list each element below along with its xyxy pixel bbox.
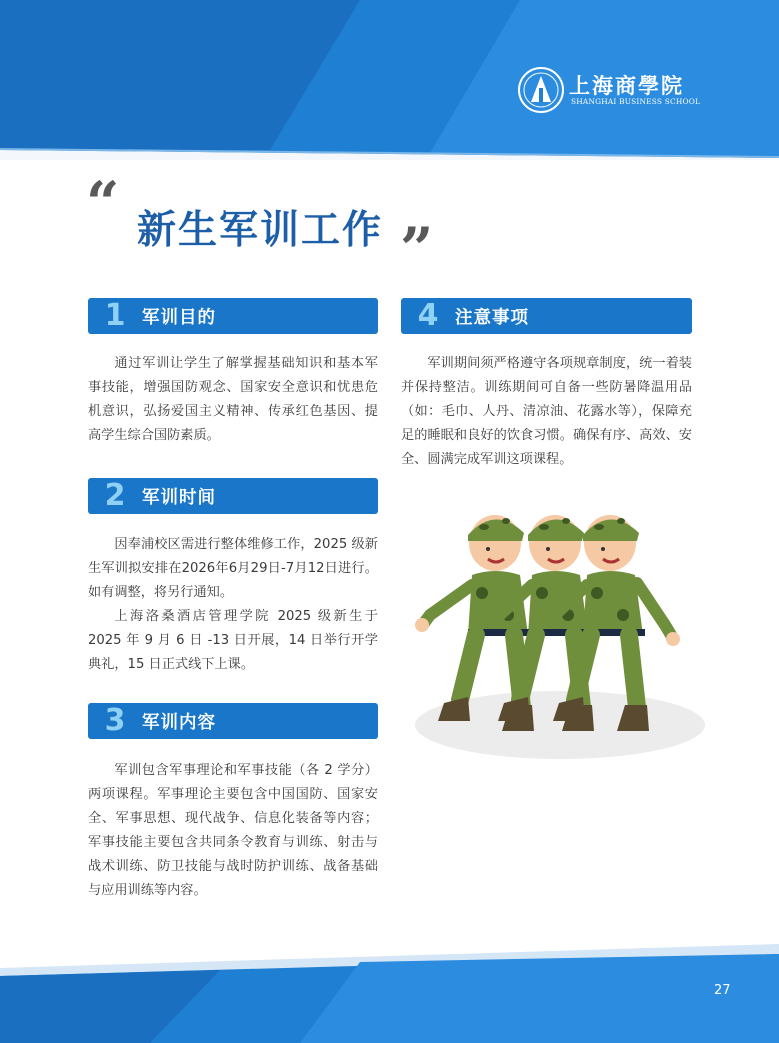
title-open-quote: “ (86, 169, 120, 237)
section-2-title: 军训时间 (142, 487, 216, 508)
section-3-title: 军训内容 (142, 712, 216, 733)
marching-soldiers-illustration (400, 475, 712, 775)
section-1-number: 1 (104, 298, 126, 333)
page-number: 27 (714, 983, 731, 998)
section-3-body (88, 759, 378, 903)
section-2-paragraph-1: 因奉浦校区需进行整体维修工作，2025 级新生军训拟安排在2026年6月29日-7月12日进行。如有调整，将另行通知。 (88, 537, 378, 600)
page-title: 新生军训工作 (137, 208, 384, 253)
footer-banner (0, 940, 779, 1043)
section-3-header (88, 703, 378, 739)
section-3-number: 3 (104, 703, 126, 738)
logo-chinese-name: 上海商學院 (569, 73, 684, 98)
section-4-header (401, 298, 692, 334)
logo-english-name: SHANGHAI BUSINESS SCHOOL (571, 97, 701, 106)
section-1-paragraph: 通过军训让学生了解掌握基础知识和基本军事技能，增强国防观念、国家安全意识和忧患危机意识，弘扬爱国主义精神、传承红色基因、提高学生综合国防素质。 (88, 356, 378, 443)
title-close-quote: ” (400, 215, 434, 283)
section-1-title: 军训目的 (142, 307, 216, 328)
section-3-paragraph: 军训包含军事理论和军事技能（各 2 学分）两项课程。军事理论主要包含中国国防、国家安全、军事思想、现代战争、信息化装备等内容；军事技能主要包含共同条令教育与训练、射击与战术训练、防卫技能与战时防护训练、战备基础与应用训练等内容。 (88, 763, 378, 898)
section-2-paragraph-2: 上海洛桑酒店管理学院 2025 级新生于 2025 年 9 月 6 日 -13 日开展，14 日举行开学典礼，15 日正式线下上课。 (88, 609, 378, 672)
section-2-body (88, 533, 378, 677)
section-4-title: 注意事项 (455, 307, 529, 328)
section-1-header (88, 298, 378, 334)
section-2-header (88, 478, 378, 514)
section-1-body (88, 352, 378, 448)
section-2-number: 2 (104, 478, 126, 513)
section-4-paragraph: 军训期间须严格遵守各项规章制度，统一着装并保持整洁。训练期间可自备一些防暑降温用品（如：毛巾、人丹、清凉油、花露水等），保障充足的睡眠和良好的饮食习惯。确保有序、高效、安全、圆满完成军训这项课程。 (401, 356, 692, 467)
section-4-body (401, 352, 692, 472)
school-emblem-icon (517, 66, 565, 114)
section-4-number: 4 (417, 298, 439, 333)
school-logo (517, 66, 717, 116)
